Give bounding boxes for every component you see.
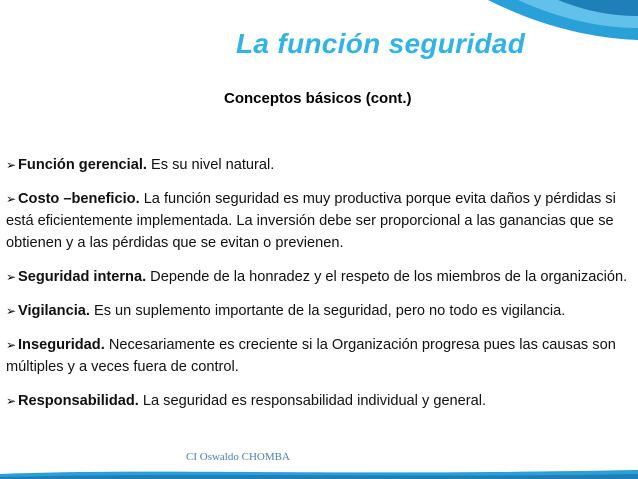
- bottom-wave-decoration: [0, 466, 638, 479]
- bullet-item: [6, 334, 632, 378]
- bullet-text: Es su nivel natural.: [146, 157, 275, 173]
- bullet-list: [6, 154, 632, 424]
- bullet-term: Vigilancia.: [18, 303, 90, 319]
- bullet-term: Costo –beneficio.: [18, 191, 140, 207]
- arrow-bullet-icon: ➢: [6, 394, 17, 408]
- bullet-item: [6, 188, 632, 254]
- bullet-item: [6, 300, 632, 322]
- slide-title: La función seguridad: [236, 28, 526, 59]
- arrow-bullet-icon: ➢: [6, 304, 17, 318]
- arrow-bullet-icon: ➢: [6, 338, 17, 352]
- bullet-text: Depende de la honradez y el respeto de los miembros de la organización.: [146, 269, 628, 285]
- arrow-bullet-icon: ➢: [6, 192, 17, 206]
- bullet-text: Necesariamente es creciente si la Organización progresa pues las causas son múltiples y a veces fuera de control.: [6, 337, 616, 375]
- bullet-term: Función gerencial.: [18, 157, 147, 173]
- arrow-bullet-icon: ➢: [6, 270, 17, 284]
- bullet-item: [6, 390, 632, 412]
- bullet-text: La seguridad es responsabilidad individual y general.: [138, 393, 487, 409]
- bullet-item: [6, 266, 632, 288]
- bullet-text: La función seguridad es muy productiva porque evita daños y pérdidas si está eficientemente implementada. La inversión debe ser proporcional a las ganancias que se obtienen y a las pérdidas que se evitan o previenen.: [6, 191, 616, 251]
- bullet-term: Seguridad interna.: [18, 269, 147, 285]
- bullet-text: Es un suplemento importante de la seguridad, pero no todo es vigilancia.: [89, 303, 566, 319]
- bullet-term: Responsabilidad.: [18, 393, 139, 409]
- slide-footer: CI Oswaldo CHOMBA: [186, 451, 290, 463]
- bullet-item: [6, 154, 632, 176]
- bullet-term: Inseguridad.: [18, 337, 105, 353]
- slide-subtitle: Conceptos básicos (cont.): [224, 90, 412, 107]
- arrow-bullet-icon: ➢: [6, 158, 17, 172]
